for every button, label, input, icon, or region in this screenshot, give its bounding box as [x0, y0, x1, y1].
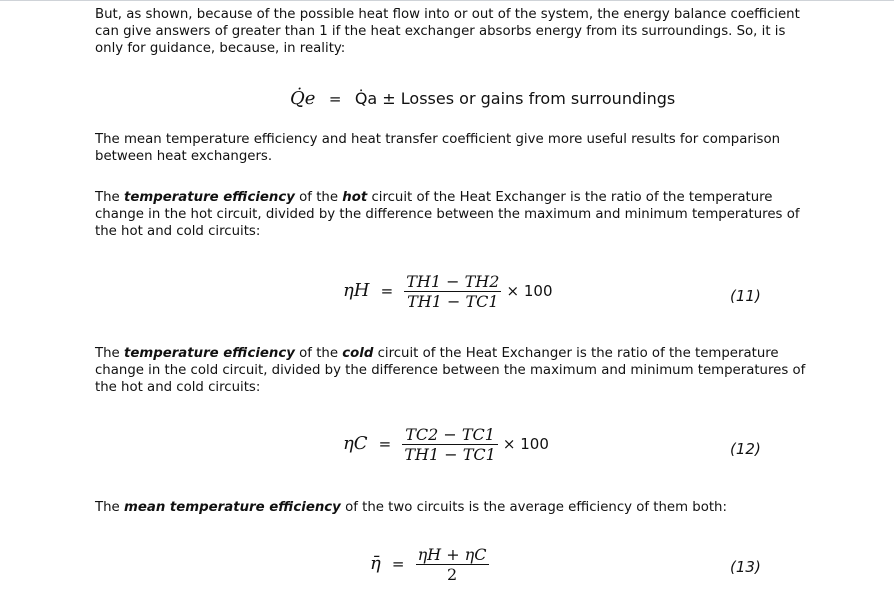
- fraction-denominator: TH1 − TC1: [404, 445, 496, 464]
- paragraph-text: of the: [294, 190, 343, 205]
- equation-lhs: ηC: [343, 433, 368, 454]
- paragraph-energy-balance: [95, 6, 815, 57]
- equation-13: η̄ = $\frac{\eta H + \eta C}{2}$: [370, 545, 487, 584]
- paragraph-text: The mean temperature efficiency and heat transfer coefficient give more useful results for comparison between heat exchangers.: [95, 132, 781, 164]
- emphasis-term: temperature efficiency: [123, 190, 295, 205]
- paragraph-text: of the two circuits is the average efficiency of them both:: [340, 500, 727, 515]
- paragraph-text: But, as shown, because of the possible heat flow into or out of the system, the energy balance coefficient can give answers of greater than 1 if the heat exchanger absorbs energy from its surroundings. So, it is only for guidance, because, in reality:: [95, 7, 800, 56]
- equation-lhs: Q̇e: [290, 88, 316, 109]
- paragraph-mean-efficiency-intro: [95, 131, 815, 165]
- fraction-denominator: TH1 − TC1: [407, 292, 499, 311]
- equation-lhs: ηH: [343, 280, 370, 301]
- fraction: [416, 545, 489, 584]
- equation-11: ηH = $\frac{TH1 - TH2}{TH1 - TC1}$ × 100: [343, 272, 553, 311]
- equation-rhs: Q̇a ± Losses or gains from surroundings: [354, 89, 676, 108]
- equation-multiplier: × 100: [506, 282, 553, 300]
- paragraph-text: The: [95, 500, 124, 515]
- fraction-numerator: ηH + ηC: [417, 545, 487, 564]
- fraction-numerator: TH1 − TH2: [406, 272, 500, 291]
- paragraph-hot-efficiency: [95, 189, 815, 240]
- emphasis-term: cold: [342, 346, 374, 361]
- fraction: [404, 272, 501, 311]
- paragraph-text: The: [95, 190, 124, 205]
- fraction: [402, 425, 497, 464]
- page-top-border: [0, 0, 894, 1]
- emphasis-term: mean temperature efficiency: [123, 500, 341, 515]
- paragraph-mean-efficiency: [95, 499, 815, 516]
- equation-number-12: (12): [730, 440, 761, 458]
- emphasis-term: temperature efficiency: [123, 346, 295, 361]
- paragraph-text: circuit of the Heat Exchanger is the ratio of the temperature change in the hot circuit, divided by the difference between the maximum and minimum temperatures of the hot and cold circuits:: [95, 190, 800, 239]
- equation-energy-balance: [290, 88, 675, 109]
- equation-number-13: (13): [730, 558, 761, 576]
- paragraph-text: circuit of the Heat Exchanger is the ratio of the temperature change in the cold circuit, divided by the difference between the maximum and minimum temperatures of the hot and cold circuits:: [95, 346, 806, 395]
- paragraph-text: of the: [294, 346, 343, 361]
- fraction-denominator: 2: [446, 565, 458, 584]
- paragraph-cold-efficiency: [95, 345, 815, 396]
- equation-equals: =: [328, 90, 342, 108]
- equation-12: ηC = $\frac{TC2 - TC1}{TH1 - TC1}$ × 100: [343, 425, 549, 464]
- equation-number-11: (11): [730, 287, 761, 305]
- equation-multiplier: × 100: [502, 435, 549, 453]
- fraction-numerator: TC2 − TC1: [405, 425, 495, 444]
- paragraph-text: The: [95, 346, 124, 361]
- emphasis-term: hot: [342, 190, 368, 205]
- equation-lhs: η̄: [370, 553, 381, 574]
